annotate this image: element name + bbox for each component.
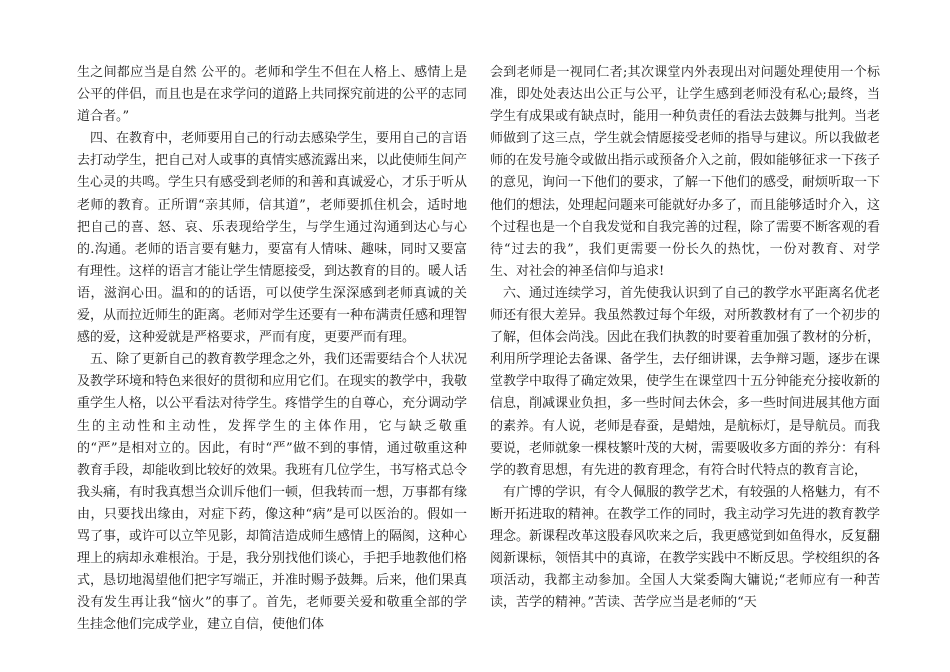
right-paragraph-2: 六、通过连续学习，首先使我认识到了自己的教学水平距离名优老师还有很大差异。我虽然教过每个年级，对所教教材有了一个初步的了解，但体会尚浅。因此在我们执教的时要着重加强了教材的分析，利用所学理论去备课、备学生，去仔细讲课，去争辩习题，逐步在课堂教学中取得了确定效果，使学生在课堂四十五分钟能充分接收新的信息，削减课业负担，多一些时间去休会，多一些时间进展其他方面的素养。有人说，老师是春蚕，是蜡烛，是航标灯，是导航员。而我要说，老师就象一棵枝繁叶茂的大树，需要吸收多方面的养分：有科学的教育思想，有先进的教育理念，有符合时代特点的教育言论， <box>490 285 881 478</box>
left-paragraph-3: 五、除了更新自己的教育教学理念之外，我们还需要结合个人状况及教学环境和特色来很好的贯彻和应用它们。在现实的教学中，我敬重学生人格，以公平看法对待学生。疼惜学生的自尊心，充分调动学生的主动性和主动性，发挥学生的主体作用，它与缺乏敬重的“严”是相对立的。因此，有时“严”做不到的事情，通过敬重这种教育手段，却能收到比较好的效果。我班有几位学生，书写格式总令我头痛，有时我真想当众训斥他们一顿，但我转而一想，万事都有缘由，只要找出缘由，对症下药，像这种“病”是可以医治的。假如一骂了事，或许可以立竿见影，却简洁造成师生感情上的隔阂，这种心理上的病却永难根治。于是，我分别找他们谈心，手把手地教他们格式，恳切地渴望他们把字写端正，并准时赐予鼓舞。后来，他们果真没有发生再让我“恼火”的事了。首先，老师要关爱和敬重全部的学生挂念他们完成学业，建立自信，使他们体 <box>77 352 468 633</box>
right-column <box>490 62 880 614</box>
left-paragraph-1: 生之间都应当是自然 公平的。老师和学生不但在人格上、感情上是公平的伴侣，而且也是在求学问的道路上共同探究前进的公平的志同道合者。” <box>77 65 468 125</box>
left-paragraph-2: 四、在教育中，老师要用自己的行动去感染学生，要用自己的言语去打动学生，把自己对人或事的真情实感流露出来，以此使师生间产生心灵的共鸣。学生只有感受到老师的和善和真诚爱心，才乐于听从老师的教育。正所谓“亲其师，信其道”，老师要抓住机会，适时地把自己的喜、怒、哀、乐表现给学生，与学生通过沟通到达心与心的.沟通。老师的语言要有魅力，要富有人情味、趣味，同时又要富有理性。这样的语言才能让学生情愿接受，到达教育的目的。暖人话语，滋润心田。温和的的话语，可以使学生深深感到老师真诚的关爱，从而拉近师生的距离。老师对学生还要有一种布满责任感和理智感的爱，这种爱就是严格要求，严而有度，更要严而有理。 <box>77 131 468 346</box>
right-paragraph-3: 有广博的学识，有令人佩服的教学艺术，有较强的人格魅力，有不断开拓进取的精神。在教学工作的同时，我主动学习先进的教育教学理念。新课程改革这股春风吹来之后，我更感觉到如鱼得水，反复翻阅新课标，领悟其中的真谛，在教学实践中不断反思。学校组织的各项活动，我都主动参加。全国人大棠委陶大镛说;“老师应有一种苦读，苦学的精神。”苦读、苦学应当是老师的“天 <box>490 484 881 611</box>
right-paragraph-1: 会到老师是一视同仁者;其次课堂内外表现出对问题处理使用一个标准，即处处表达出公正与公平，让学生感到老师没有私心;最终，当学生有成果或有缺点时，能用一种负责任的看法去鼓舞与批判。当老师做到了这三点，学生就会情愿接受老师的指导与建议。所以我做老师的在发号施令或做出指示或预备介入之前，假如能够征求一下孩子的意见，询问一下他们的要求，了解一下他们的感受，耐烦听取一下他们的想法，处理起问题来可能就好办多了，而且能够适时介入，这个过程也是一个自我发觉和自我完善的过程，除了需要不断客观的看待“过去的我”，我们更需要一份长久的热忱，一份对教育、对学生、对社会的神圣信仰与追求! <box>490 65 881 279</box>
left-column <box>77 62 467 636</box>
